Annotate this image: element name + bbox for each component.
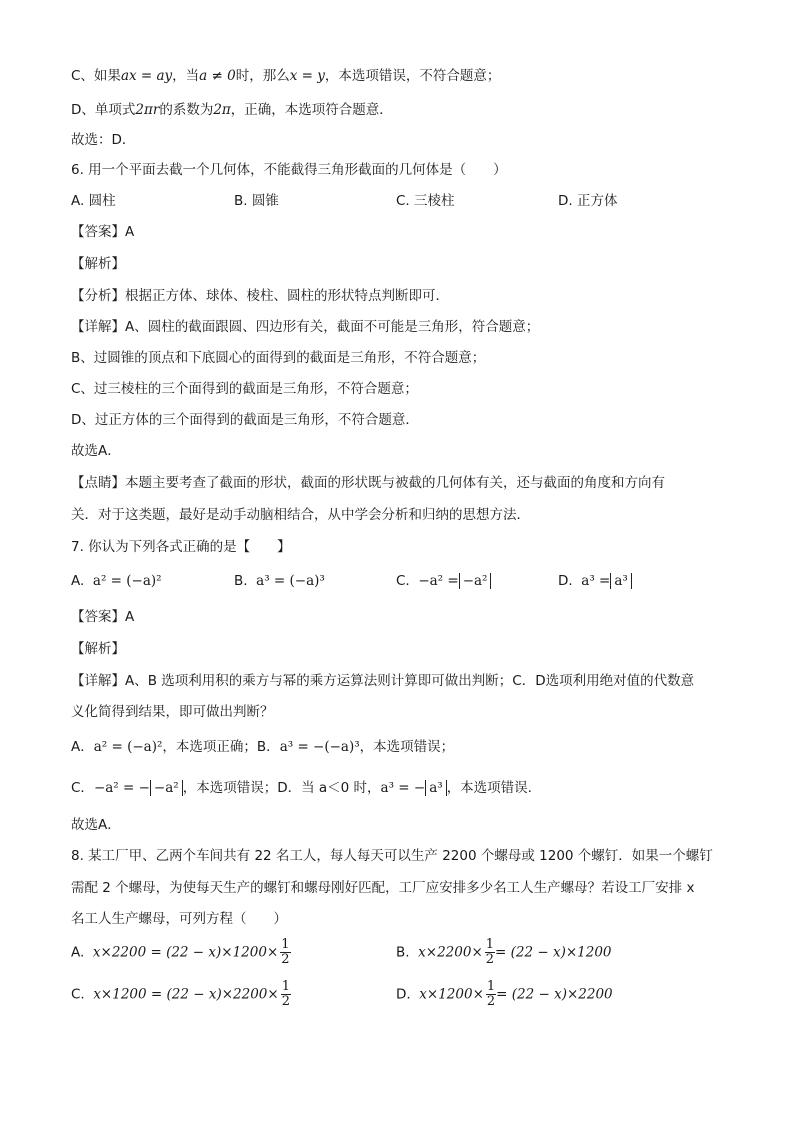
fraction xyxy=(486,980,496,1009)
equation: x = y xyxy=(289,68,325,84)
q7-option-b xyxy=(234,571,325,591)
q6-line-c: C、过三棱柱的三个面得到的截面是三角形，不符合题意； xyxy=(71,381,418,397)
text: C． xyxy=(71,780,94,796)
q8-stem-line3: 名工人生产螺母，可列方程（ ） xyxy=(71,911,287,927)
coefficient: 2π xyxy=(213,102,231,118)
denominator: 2 xyxy=(485,952,495,967)
q6-answer: 【答案】A xyxy=(71,224,135,240)
formula: a³ = −(−a)³ xyxy=(279,739,360,755)
option-label: D. xyxy=(396,986,411,1003)
formula-left: x×1200× xyxy=(419,986,484,1003)
q6-option-b: B. 圆锥 xyxy=(234,193,279,209)
formula-left: −a² = xyxy=(418,573,459,589)
text: ，当 xyxy=(172,68,200,84)
option-label: A. xyxy=(71,573,85,589)
text: A． xyxy=(71,739,94,755)
formula-right: = (22 − x)×1200 xyxy=(495,944,612,961)
text: D、单项式 xyxy=(71,102,136,118)
formula-left: −a² = − xyxy=(93,780,150,796)
denominator: 2 xyxy=(281,952,290,967)
fraction xyxy=(485,938,495,967)
fraction xyxy=(280,938,290,967)
option-label: C. xyxy=(396,573,410,589)
q8-option-d xyxy=(396,980,613,1009)
q5-option-d-explanation xyxy=(71,100,393,120)
option-label: B. xyxy=(396,944,410,961)
q7-analysis-tag: 【解析】 xyxy=(71,641,125,657)
text: 的系数为 xyxy=(159,102,214,118)
q6-stem: 6. 用一个平面去截一个几何体，不能截得三角形截面的几何体是（ ） xyxy=(71,162,507,178)
formula: a² = (−a)² xyxy=(92,573,162,589)
absolute-value: −a² xyxy=(459,573,492,589)
denominator: 2 xyxy=(281,994,290,1009)
q7-xiangjie-line1: 【详解】A、B 选项利用积的乘方与幂的乘方运算法则计算即可做出判断；C．D选项利用绝对值的代数意 xyxy=(71,673,695,689)
q7-option-c xyxy=(396,571,491,591)
q6-fenxi: 【分析】根据正方体、球体、棱柱、圆柱的形状特点判断即可． xyxy=(71,288,449,304)
formula: x×1200 = (22 − x)×2200× xyxy=(93,986,279,1003)
option-label: C. xyxy=(71,986,85,1003)
absolute-value: a³ xyxy=(425,780,446,796)
q8-option-b xyxy=(396,938,612,967)
q8-option-a xyxy=(71,938,291,967)
formula: a³ = (−a)³ xyxy=(256,573,325,589)
option-label: B. xyxy=(234,573,248,589)
formula-left: x×2200× xyxy=(418,944,483,961)
denominator: 2 xyxy=(486,994,496,1009)
text: ，本选项错误； xyxy=(359,739,455,755)
q6-analysis-tag: 【解析】 xyxy=(71,256,125,272)
equation: ax = ay xyxy=(120,68,173,84)
q6-option-c: C. 三棱柱 xyxy=(396,193,455,209)
q6-dianjing-line1: 【点睛】本题主要考查了截面的形状，截面的形状既与被截的几何体有关，还与截面的角度和方向有 xyxy=(71,475,665,491)
text: ，本选项错误；D．当 a＜0 时， xyxy=(182,780,381,796)
q7-xiangjie-line2: 义化简得到结果，即可做出判断？ xyxy=(71,704,274,720)
text: ，本选项正确；B． xyxy=(162,739,280,755)
q7-choose: 故选A． xyxy=(71,817,121,833)
q7-stem: 7. 你认为下列各式正确的是【 】 xyxy=(71,539,291,555)
option-label: D. xyxy=(558,573,573,589)
absolute-value: −a² xyxy=(150,780,183,796)
q8-stem-line1: 8. 某工厂甲、乙两个车间共有 22 名工人，每人每天可以生产 2200 个螺母或 1200 个螺钉．如果一个螺钉 xyxy=(71,848,713,864)
q6-option-a: A. 圆柱 xyxy=(71,193,116,209)
q7-option-d xyxy=(558,571,632,591)
q7-explain-ab xyxy=(71,737,454,757)
monomial: 2πr xyxy=(135,102,160,118)
numerator: 1 xyxy=(486,979,496,994)
q6-xiangjie: 【详解】A、圆柱的截面跟圆、四边形有关，截面不可能是三角形，符合题意； xyxy=(71,319,540,335)
q8-option-c xyxy=(71,980,291,1009)
formula: a² = (−a)² xyxy=(93,739,163,755)
formula: x×2200 = (22 − x)×1200× xyxy=(92,944,279,961)
q5-option-c-explanation xyxy=(71,66,500,86)
formula-left: a³ = − xyxy=(380,780,426,796)
q8-stem-line2: 需配 2 个螺母，为使每天生产的螺钉和螺母刚好匹配，工厂应安排多少名工人生产螺母？若设工厂安排 x xyxy=(71,880,695,896)
q6-line-d: D、过正方体的三个面得到的截面是三角形，不符合题意． xyxy=(71,412,419,428)
q7-answer: 【答案】A xyxy=(71,609,135,625)
text: ，本选项错误，不符合题意； xyxy=(324,68,501,84)
q7-explain-cd xyxy=(71,778,532,798)
condition: a ≠ 0 xyxy=(199,68,236,84)
text: 时，那么 xyxy=(235,68,290,84)
q5-choose: 故选：D． xyxy=(71,132,136,148)
fraction xyxy=(281,980,291,1009)
absolute-value: a³ xyxy=(610,573,631,589)
text: C、如果 xyxy=(71,68,121,84)
text: ，正确，本选项符合题意． xyxy=(230,102,393,118)
numerator: 1 xyxy=(281,937,290,952)
text: ，本选项错误. xyxy=(446,780,532,796)
q6-choose: 故选A． xyxy=(71,443,121,459)
q7-option-a xyxy=(71,571,162,591)
numerator: 1 xyxy=(281,979,290,994)
q6-dianjing-line2: 关．对于这类题，最好是动手动脑相结合，从中学会分析和归纳的思想方法． xyxy=(71,507,530,523)
q6-line-b: B、过圆锥的顶点和下底圆心的面得到的截面是三角形，不符合题意； xyxy=(71,350,486,366)
q6-option-d: D. 正方体 xyxy=(558,193,618,209)
option-label: A. xyxy=(71,944,85,961)
formula-left: a³ = xyxy=(581,573,611,589)
numerator: 1 xyxy=(485,937,495,952)
formula-right: = (22 − x)×2200 xyxy=(496,986,613,1003)
